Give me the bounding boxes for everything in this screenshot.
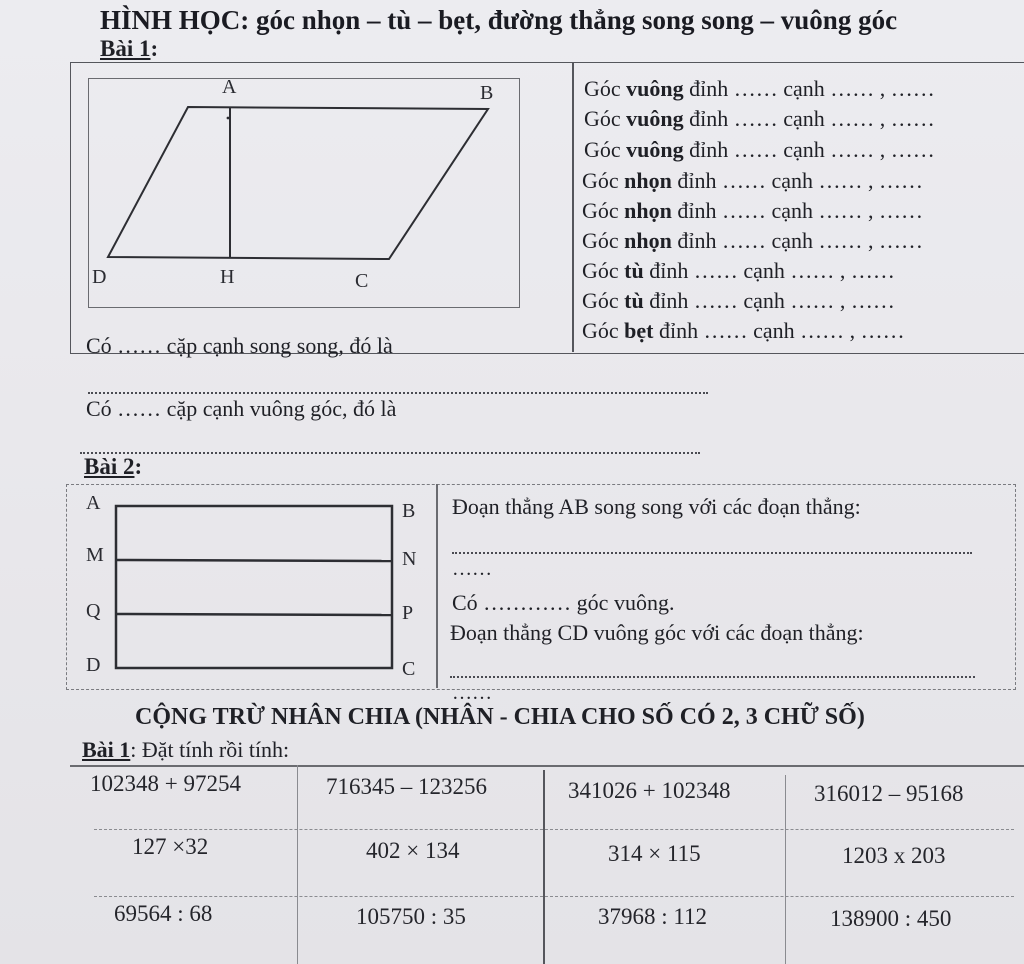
- angle-row: Góc bẹt đỉnh …… cạnh …… , ……: [582, 318, 905, 343]
- bai1-label: Bài 1: [100, 36, 151, 61]
- answer-dots: ……: [452, 558, 492, 580]
- point-h: H: [220, 266, 235, 288]
- calc-col-sep: [297, 765, 298, 964]
- point-a: A: [222, 76, 237, 98]
- segment-qp: [116, 614, 392, 615]
- point-d: D: [86, 654, 101, 676]
- rectangle-abcd: [116, 506, 392, 668]
- calc-cell: 102348 + 97254: [90, 771, 241, 796]
- calc-col-sep: [785, 775, 786, 964]
- calc-cell: 314 × 115: [608, 841, 701, 866]
- point-c: C: [355, 270, 369, 292]
- angle-row: Góc nhọn đỉnh …… cạnh …… , ……: [582, 168, 924, 193]
- angle-row: Góc vuông đỉnh …… cạnh …… , ……: [584, 106, 935, 131]
- point-c: C: [402, 658, 416, 680]
- angle-row: Góc nhọn đỉnh …… cạnh …… , ……: [582, 228, 924, 253]
- point-p: P: [402, 602, 414, 624]
- answer-line[interactable]: [452, 552, 972, 554]
- calc-cell: 37968 : 112: [598, 904, 708, 929]
- parallel-question: Có …… cặp cạnh song song, đó là: [86, 333, 393, 358]
- calc-cell: 138900 : 450: [830, 906, 952, 931]
- page-title: HÌNH HỌC: góc nhọn – tù – bẹt, đường thẳng song song – vuông góc: [100, 5, 898, 35]
- calc-cell: 127 ×32: [132, 834, 209, 859]
- angle-row: Góc vuông đỉnh …… cạnh …… , ……: [584, 76, 935, 101]
- calc-cell: 1203 x 203: [842, 843, 946, 868]
- bai1b-rest: : Đặt tính rồi tính:: [130, 737, 290, 762]
- perpendicular-prompt: Đoạn thẳng CD vuông góc với các đoạn thẳng:: [450, 620, 864, 645]
- angle-row: Góc tù đỉnh …… cạnh …… , ……: [582, 288, 895, 313]
- section-heading: CỘNG TRỪ NHÂN CHIA (NHÂN - CHIA CHO SỐ CÓ 2, 3 CHỮ SỐ): [135, 704, 865, 730]
- bai1-colon: :: [150, 36, 159, 61]
- segment-mn: [116, 560, 392, 561]
- calc-instruction: [82, 737, 289, 763]
- point-b: B: [402, 500, 416, 522]
- calc-cell: 716345 – 123256: [326, 774, 487, 799]
- point-m: M: [86, 544, 104, 566]
- calc-col-sep: [543, 770, 545, 964]
- angle-row: Góc nhọn đỉnh …… cạnh …… , ……: [582, 198, 924, 223]
- calc-cell: 105750 : 35: [356, 904, 466, 929]
- bai2-label: Bài 2: [84, 454, 135, 479]
- perpendicular-question: Có …… cặp cạnh vuông góc, đó là: [86, 396, 397, 421]
- calc-row-sep: [94, 829, 1014, 830]
- right-angle-count: Có ………… góc vuông.: [452, 590, 675, 615]
- point-a: A: [86, 492, 101, 514]
- calc-cell: 316012 – 95168: [814, 781, 964, 806]
- bai1b-label: Bài 1: [82, 737, 131, 762]
- angle-row: Góc tù đỉnh …… cạnh …… , ……: [582, 258, 895, 283]
- point-q: Q: [86, 600, 101, 622]
- calc-cell: 69564 : 68: [114, 901, 213, 926]
- angle-row: Góc vuông đỉnh …… cạnh …… , ……: [584, 137, 935, 162]
- point-d: D: [92, 266, 107, 288]
- calc-cell: 402 × 134: [366, 838, 460, 863]
- point-b: B: [480, 82, 494, 104]
- answer-line[interactable]: [450, 676, 975, 678]
- point-n: N: [402, 548, 417, 570]
- parallel-prompt: Đoạn thẳng AB song song với các đoạn thẳng:: [452, 494, 861, 519]
- calc-cell: 341026 + 102348: [568, 778, 731, 803]
- calc-table-top: [70, 765, 1024, 767]
- answer-dots: ……: [452, 682, 492, 704]
- bai2-colon: :: [134, 454, 143, 479]
- calc-row-sep: [94, 896, 1014, 897]
